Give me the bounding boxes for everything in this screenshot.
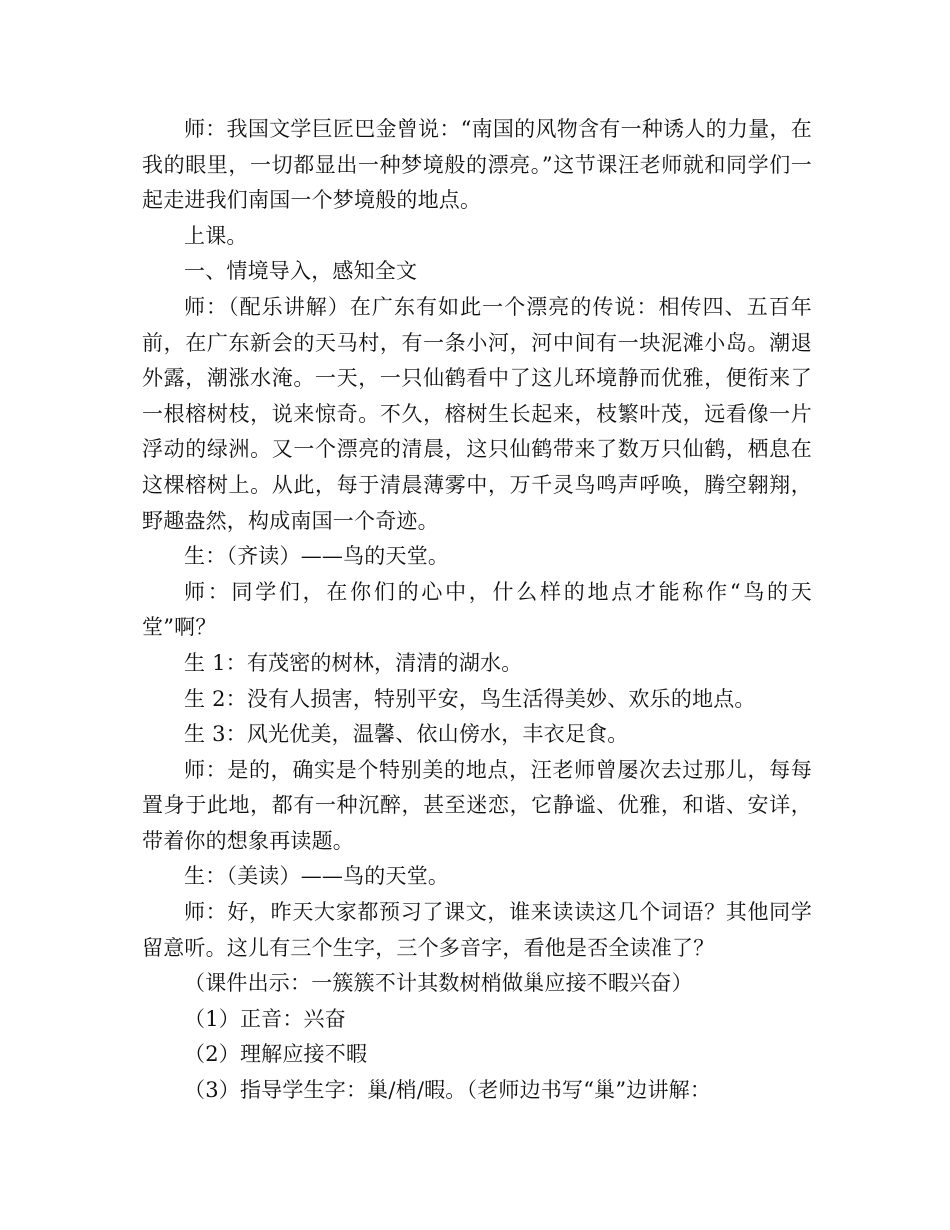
paragraph-teacher-question: 师：同学们，在你们的心中，什么样的地点才能称作“鸟的天堂”啊？	[142, 579, 812, 640]
paragraph-class-begins: 上课。	[184, 223, 248, 248]
paragraph-student-2: 生 2：没有人损害，特别平安，鸟生活得美妙、欢乐的地点。	[184, 686, 756, 711]
list-item-characters: （3）指导学生字：巢/梢/暇。（老师边书写“巢”边讲解：	[184, 1078, 712, 1103]
paragraph-student-3: 生 3：风光优美，温馨、依山傍水，丰衣足食。	[184, 722, 629, 747]
section-heading-1: 一、情境导入，感知全文	[184, 259, 418, 284]
list-item-pronunciation: （1）正音：兴奋	[184, 1006, 346, 1031]
paragraph-courseware: （课件出示：一簇簇不计其数树梢做巢应接不暇兴奋）	[184, 971, 693, 996]
paragraph-student-chorus: 生：（齐读）——鸟的天堂。	[184, 544, 450, 569]
paragraph-legend: 师：（配乐讲解）在广东有如此一个漂亮的传说：相传四、五百年前，在广东新会的天马村，有一条小河，河中间有一块泥滩小岛。潮退外露，潮涨水淹。一天，一只仙鹤看中了这儿环境静而优雅，便衔来了一根榕树枝，说来惊奇。不久，榕树生长起来，枝繁叶茂，远看像一片浮动的绿洲。又一个漂亮的清晨，这只仙鹤带来了数万只仙鹤，栖息在这棵榕树上。从此，每于清晨薄雾中，万千灵鸟鸣声呼唤，腾空翱翔，野趣盎然，构成南国一个奇迹。	[142, 294, 812, 533]
paragraph-teacher-vocab: 师：好，昨天大家都预习了课文，谁来读读这几个词语？其他同学留意听。这儿有三个生字，三个多音字，看他是否全读准了？	[142, 900, 812, 960]
paragraph-intro-quote: 师：我国文学巨匠巴金曾说：“南国的风物含有一种诱人的力量，在我的眼里，一切都显出一种梦境般的漂亮。”这节课汪老师就和同学们一起走进我们南国一个梦境般的地点。	[142, 117, 812, 213]
paragraph-teacher-response: 师：是的，确实是个特别美的地点，汪老师曾屡次去过那儿，每每置身于此地，都有一种沉醉，甚至迷恋，它静谧、优雅，和谐、安详，带着你的想象再读题。	[142, 757, 812, 853]
list-item-understanding: （2）理解应接不暇	[184, 1042, 368, 1067]
paragraph-student-reading: 生：（美读）——鸟的天堂。	[184, 864, 450, 889]
document-body	[142, 112, 812, 1109]
paragraph-student-1: 生 1：有茂密的树林，清清的湖水。	[184, 650, 523, 675]
